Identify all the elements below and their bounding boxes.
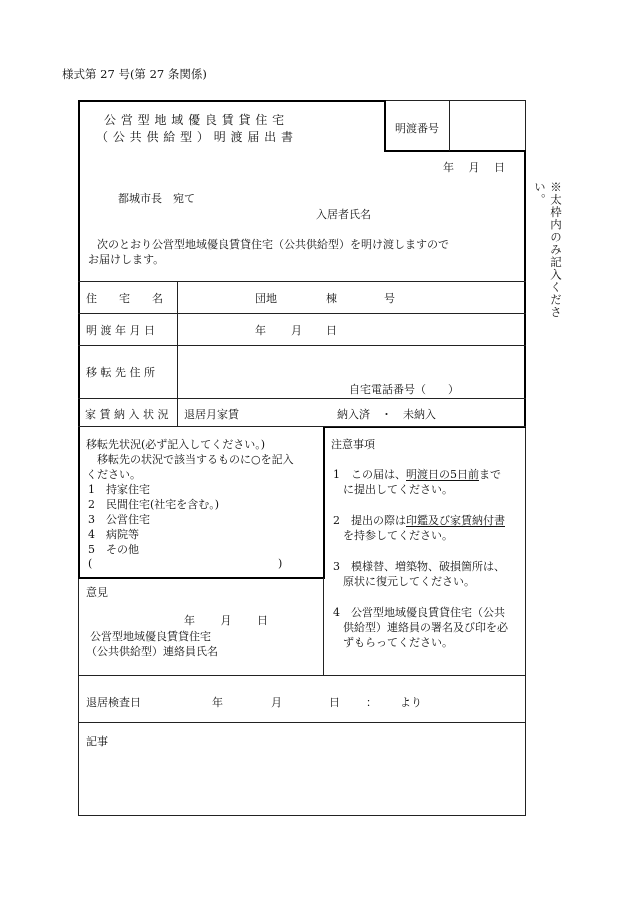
intro-line2: お届けします。 xyxy=(88,253,165,266)
option-num: 4 xyxy=(88,528,95,541)
handover-year: 年 xyxy=(255,324,266,337)
option-text: その他 xyxy=(106,543,139,556)
side-note: ※太枠内のみ記入ください。 xyxy=(533,181,563,319)
handover-day: 日 xyxy=(326,324,337,337)
handover-date-label: 明 渡 年 月 日 xyxy=(86,324,155,337)
option-text: 公営住宅 xyxy=(106,513,150,526)
inspection-day: 日 xyxy=(329,696,340,709)
other-paren-open: ( xyxy=(88,557,93,570)
resident-name-field[interactable] xyxy=(380,200,520,220)
inspection-year: 年 xyxy=(212,696,223,709)
liaison-line1: 公営型地域優良賃貸住宅 xyxy=(90,630,211,643)
submission-date[interactable]: 年 月 日 xyxy=(443,161,505,174)
liaison-line2: （公共供給型）連絡員氏名 xyxy=(86,645,218,658)
other-detail-field[interactable] xyxy=(96,555,272,571)
month-rent-label: 退居月家賃 xyxy=(184,408,239,421)
note-2-line2: を持参してください。 xyxy=(343,529,453,542)
handover-number-field[interactable] xyxy=(451,101,523,149)
option-text: 民間住宅(社宅を含む。) xyxy=(106,498,220,511)
note-1-prefix: 1 この届は、 xyxy=(333,468,406,481)
danchi-label: 団地 xyxy=(255,292,277,305)
handover-month: 月 xyxy=(291,324,302,337)
option-text: 病院等 xyxy=(106,528,139,541)
inspection-month: 月 xyxy=(271,696,282,709)
note-1-deadline: 明渡日の5日前 xyxy=(406,468,479,481)
relocation-title: 移転先状況(必ず記入してください。) xyxy=(86,438,266,451)
note-2-prefix: 2 提出の際は xyxy=(333,514,406,527)
intro-line1: 次のとおり公営型地域優良賃貸住宅（公共供給型）を明け渡しますので xyxy=(97,238,449,251)
title-line1: 公 営 型 地 域 優 良 賃 貸 住 宅 xyxy=(104,113,285,127)
inspection-label: 退居検査日 xyxy=(86,696,141,709)
resident-name-label: 入居者氏名 xyxy=(316,208,371,221)
inspection-date-field[interactable] xyxy=(150,680,520,718)
house-name-label: 住 宅 名 xyxy=(86,292,163,305)
option-text: 持家住宅 xyxy=(106,483,150,496)
handover-date-field[interactable] xyxy=(180,316,520,342)
relocation-instr1: 移転先の状況で該当するものに○を記入 xyxy=(97,453,294,466)
paid-unpaid-choice[interactable]: 納入済 ・ 未納入 xyxy=(337,408,436,421)
house-name-field[interactable] xyxy=(180,284,520,310)
option-num: 3 xyxy=(88,513,95,526)
opinion-date[interactable]: 年 月 日 xyxy=(184,614,268,627)
new-address-field[interactable] xyxy=(180,348,520,376)
option-1[interactable] xyxy=(88,481,150,497)
opinion-label: 意見 xyxy=(86,586,108,599)
option-2[interactable] xyxy=(88,496,219,512)
option-num: 1 xyxy=(88,483,95,496)
addressee: 都城市長 宛て xyxy=(118,192,195,205)
note-1-suffix: まで xyxy=(479,468,501,481)
handover-number-label: 明渡番号 xyxy=(395,122,439,135)
relocation-instr2: ください。 xyxy=(86,468,141,481)
inspection-yori: より xyxy=(400,696,422,709)
remarks-label: 記事 xyxy=(86,735,108,748)
note-2-items: 印鑑及び家賃納付書 xyxy=(406,514,505,527)
note-4-line2: 供給型）連絡員の署名及び印を必 xyxy=(343,621,508,634)
note-4-line3: ずもらってください。 xyxy=(343,636,453,649)
note-2 xyxy=(333,512,505,528)
form-number: 様式第 27 号(第 27 条関係) xyxy=(62,67,207,81)
tou-label: 棟 xyxy=(326,292,337,305)
note-1-line2: に提出してください。 xyxy=(343,483,453,496)
option-num: 5 xyxy=(88,543,95,556)
option-4[interactable] xyxy=(88,526,139,542)
rent-status-label: 家 賃 納 入 状 況 xyxy=(85,408,169,421)
note-3: 3 模様替、増築物、破損箇所は、 xyxy=(333,560,505,573)
title-line2: （ 公 共 供 給 型 ） 明 渡 届 出 書 xyxy=(96,130,294,144)
notes-title: 注意事項 xyxy=(331,438,375,451)
inspection-colon: ： xyxy=(366,696,377,709)
option-num: 2 xyxy=(88,498,95,511)
home-phone-label: 自宅電話番号（ ） xyxy=(349,383,459,396)
note-3-line2: 原状に復元してください。 xyxy=(343,575,475,588)
new-address-label: 移 転 先 住 所 xyxy=(86,366,155,379)
other-paren-close: ) xyxy=(278,557,283,570)
gou-label: 号 xyxy=(384,292,395,305)
note-4: 4 公営型地域優良賃貸住宅（公共 xyxy=(333,606,505,619)
note-1 xyxy=(333,466,501,482)
remarks-field[interactable] xyxy=(82,750,520,810)
option-3[interactable] xyxy=(88,511,150,527)
